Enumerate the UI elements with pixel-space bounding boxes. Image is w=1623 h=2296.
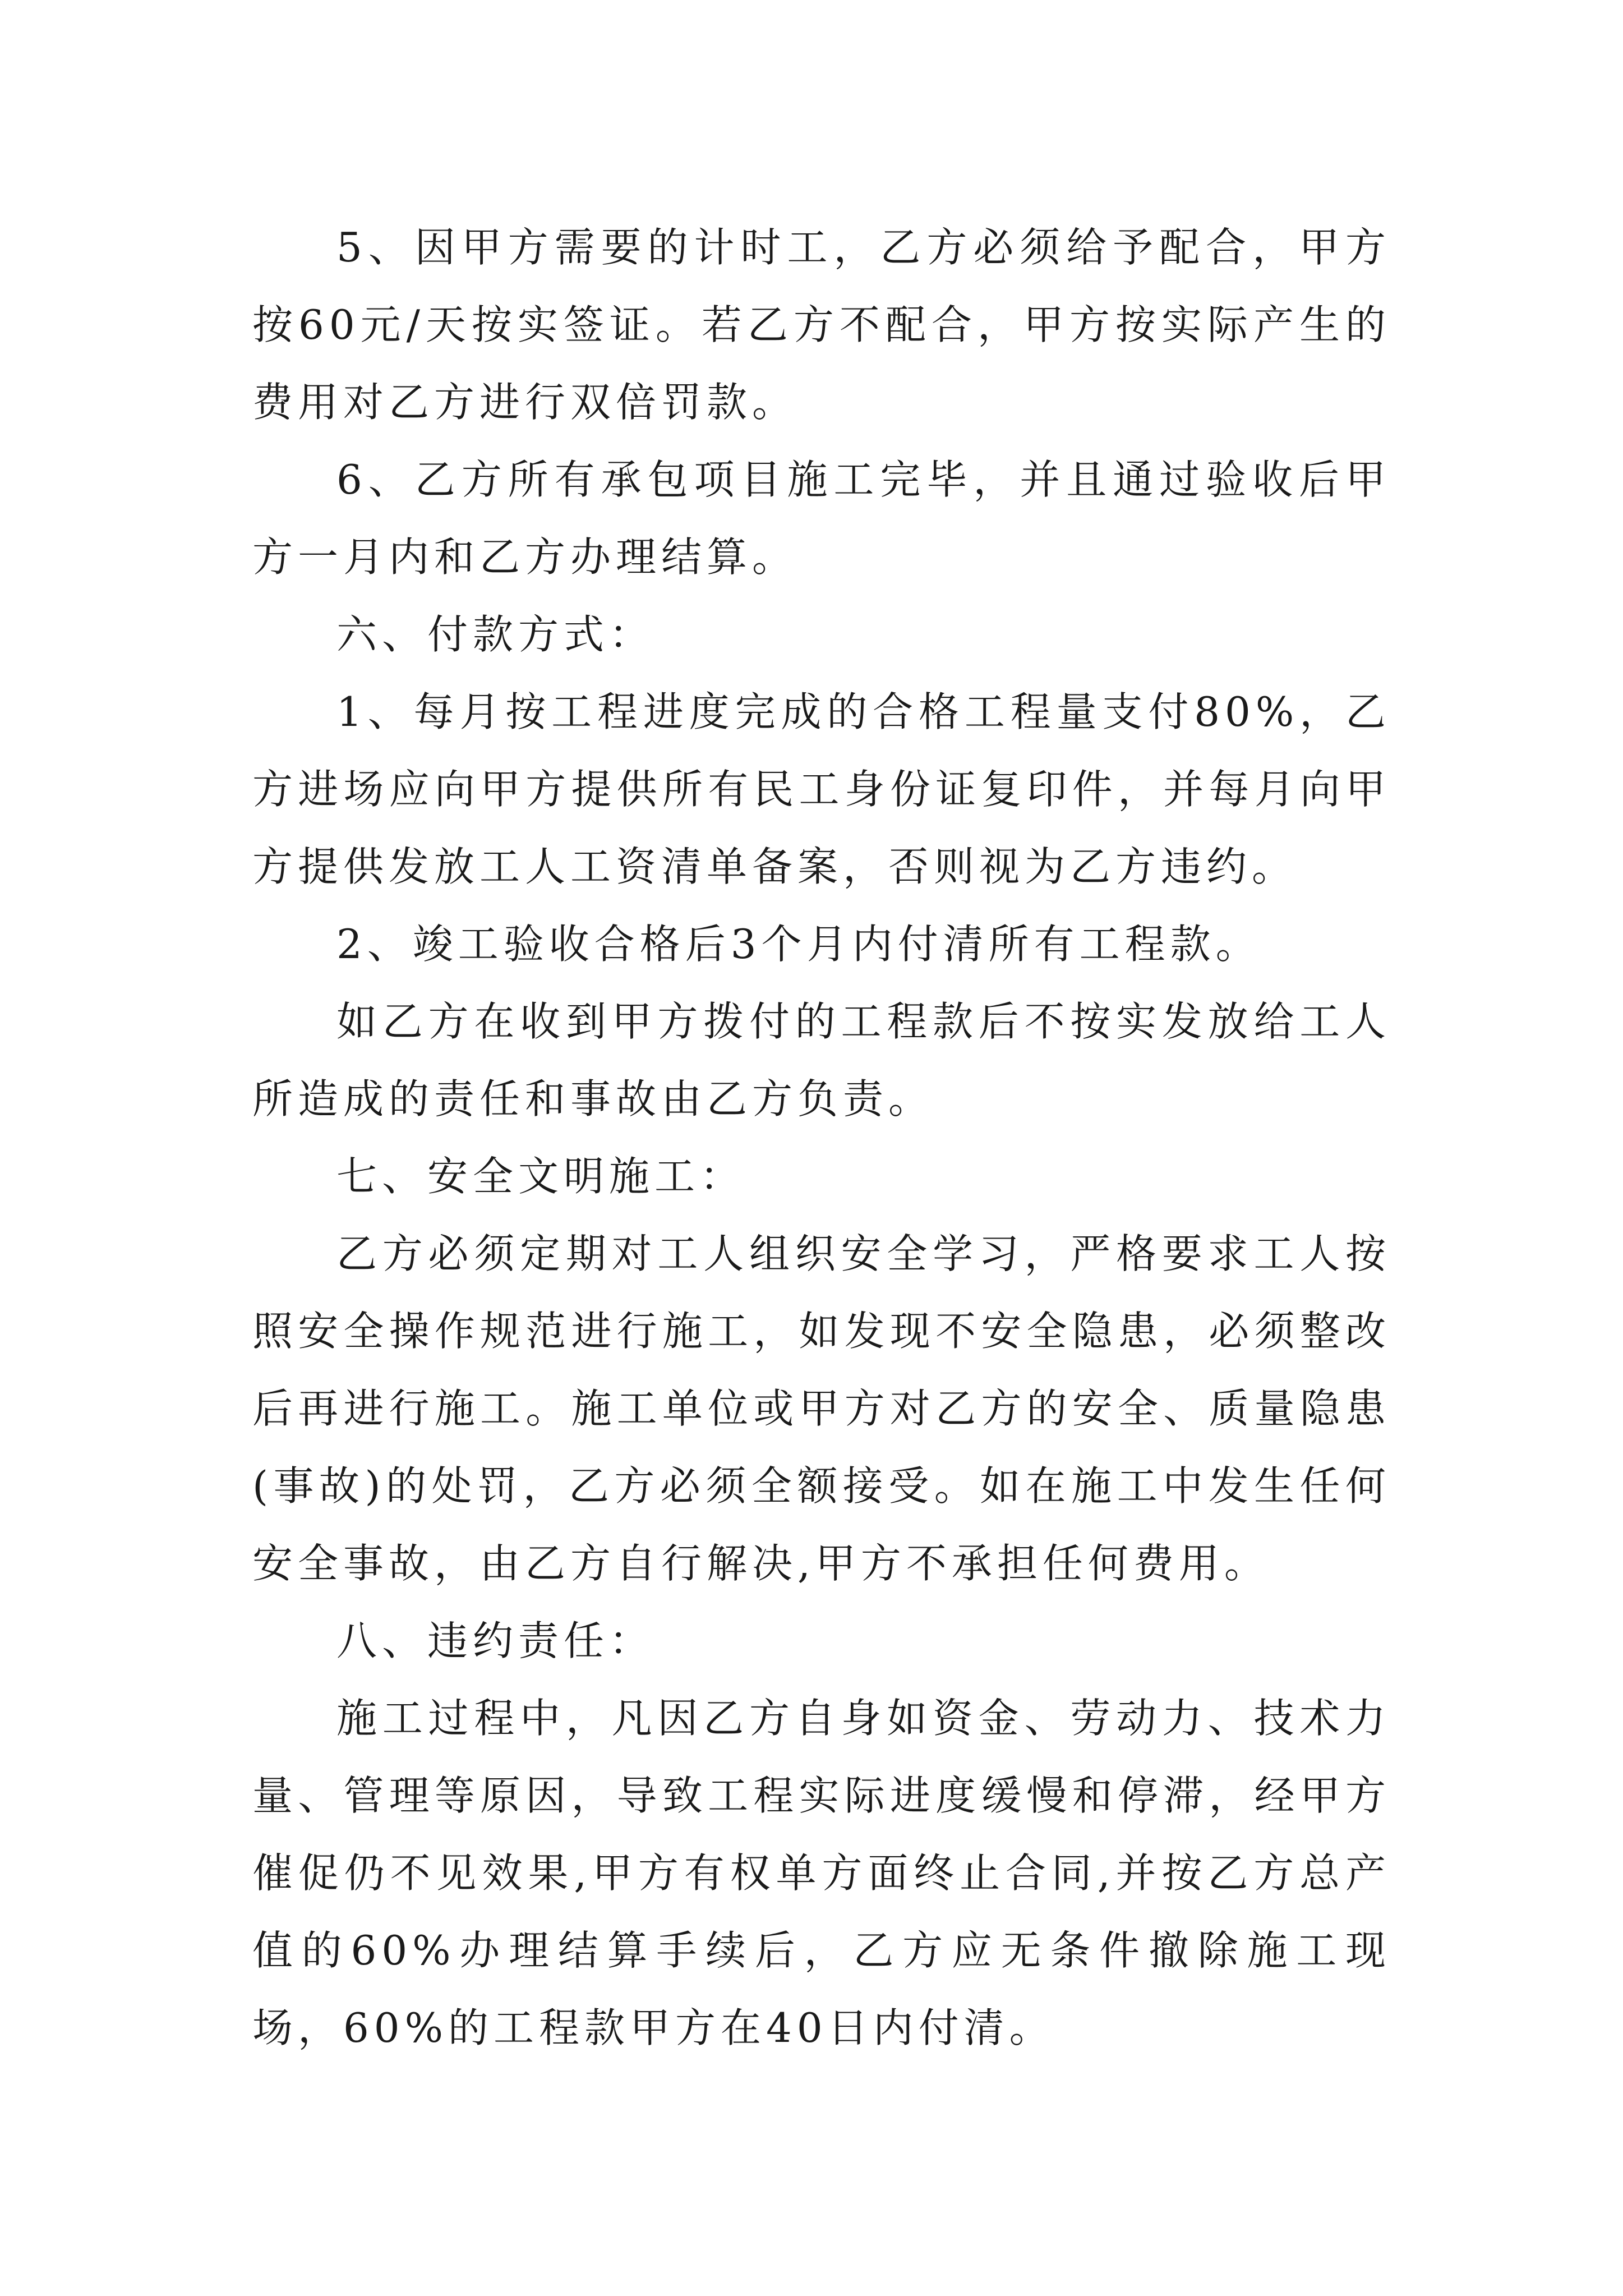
paragraph-breach: 施工过程中，凡因乙方自身如资金、劳动力、技术力量、管理等原因，导致工程实际进度缓慢和停滞，经甲方催促仍不见效果,甲方有权单方面终止合同,并按乙方总产值的60%办理结算手续后，乙方应无条件撤除施工现场，60%的工程款甲方在40日内付清。 bbox=[252, 1695, 1391, 2051]
section-heading-safety: 七、安全文明施工： bbox=[336, 1153, 746, 1200]
paragraph-clause-5: 5、因甲方需要的计时工，乙方必须给予配合，甲方按60元/天按实签证。若乙方不配合，甲方按实际产生的费用对乙方进行双倍罚款。 bbox=[252, 224, 1391, 426]
paragraph-clause-6: 6、乙方所有承包项目施工完毕，并且通过验收后甲方一月内和乙方办理结算。 bbox=[252, 456, 1391, 581]
paragraph-safety: 乙方必须定期对工人组织安全学习，严格要求工人按照安全操作规范进行施工，如发现不安全隐患，必须整改后再进行施工。施工单位或甲方对乙方的安全、质量隐患(事故)的处罚，乙方必须全额接受。如在施工中发生任何安全事故，由乙方自行解决,甲方不承担任何费用。 bbox=[252, 1230, 1391, 1587]
paragraph-payment-note: 如乙方在收到甲方拨付的工程款后不按实发放给工人所造成的责任和事故由乙方负责。 bbox=[252, 998, 1391, 1122]
paragraph-payment-2: 2、竣工验收合格后3个月内付清所有工程款。 bbox=[336, 921, 1261, 968]
section-heading-breach: 八、违约责任： bbox=[336, 1617, 655, 1664]
paragraph-payment-1: 1、每月按工程进度完成的合格工程量支付80%，乙方进场应向甲方提供所有民工身份证复印件，并每月向甲方提供发放工人工资清单备案，否则视为乙方违约。 bbox=[252, 688, 1391, 890]
section-heading-payment: 六、付款方式： bbox=[336, 611, 655, 658]
document-body bbox=[252, 209, 1391, 2067]
